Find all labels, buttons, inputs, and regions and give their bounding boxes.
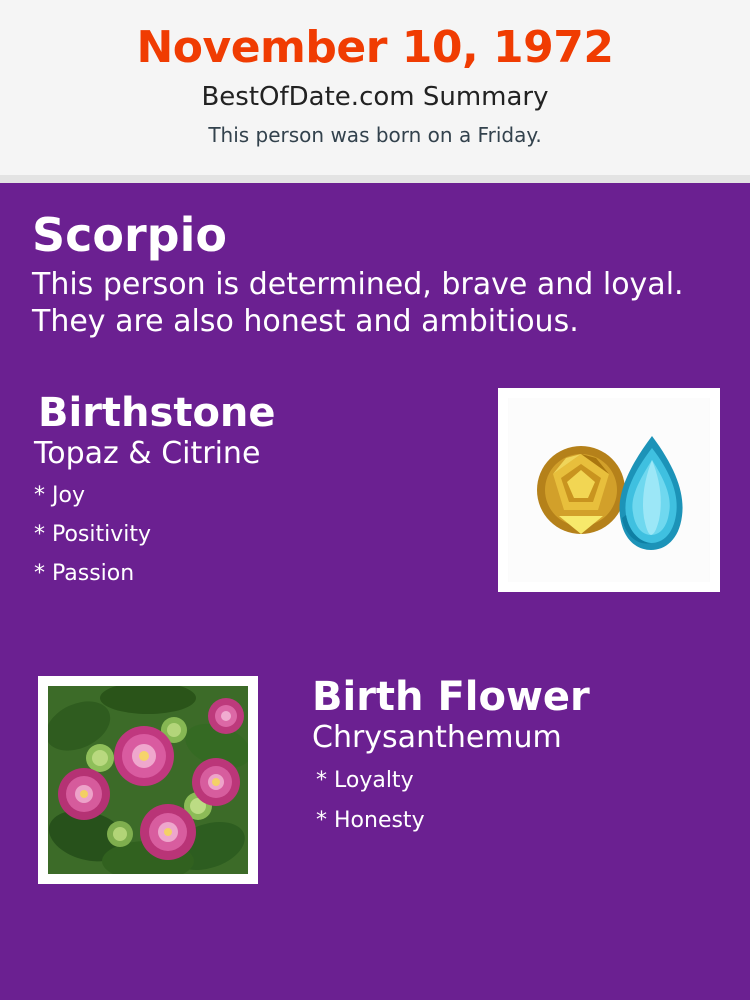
header — [0, 0, 750, 175]
birth-flower-title: Birth Flower — [312, 674, 590, 721]
birth-flower-trait: * Loyalty — [316, 768, 414, 794]
zodiac-description: This person is determined, brave and loyal. They are also honest and ambitious. — [32, 267, 684, 339]
birthstone-title: Birthstone — [38, 390, 276, 437]
birth-flower-text — [280, 676, 720, 835]
birth-day-note: This person was born on a Friday. — [208, 122, 542, 147]
birthstone-text — [30, 392, 470, 588]
birth-flower-name: Chrysanthemum — [312, 720, 562, 756]
birthstone-names: Topaz & Citrine — [34, 436, 261, 472]
gemstones-illustration — [508, 398, 710, 582]
main-content — [0, 183, 750, 1000]
chrysanthemum-illustration — [48, 686, 248, 874]
birthstone-trait: * Passion — [34, 560, 135, 586]
birthstone-section — [30, 392, 720, 632]
zodiac-section — [30, 208, 720, 340]
birthstone-trait: * Positivity — [34, 522, 152, 548]
birthstone-trait: * Joy — [34, 483, 85, 509]
birthstone-image — [498, 388, 720, 592]
site-summary-label: BestOfDate.com Summary — [201, 82, 549, 113]
birth-flower-trait: * Honesty — [316, 808, 425, 834]
birth-flower-image — [38, 676, 258, 884]
citrine-gem-icon — [537, 446, 625, 534]
page-title: November 10, 1972 — [136, 22, 614, 73]
header-divider — [0, 175, 750, 183]
zodiac-sign-name: Scorpio — [32, 208, 227, 262]
birth-flower-section — [30, 676, 720, 891]
